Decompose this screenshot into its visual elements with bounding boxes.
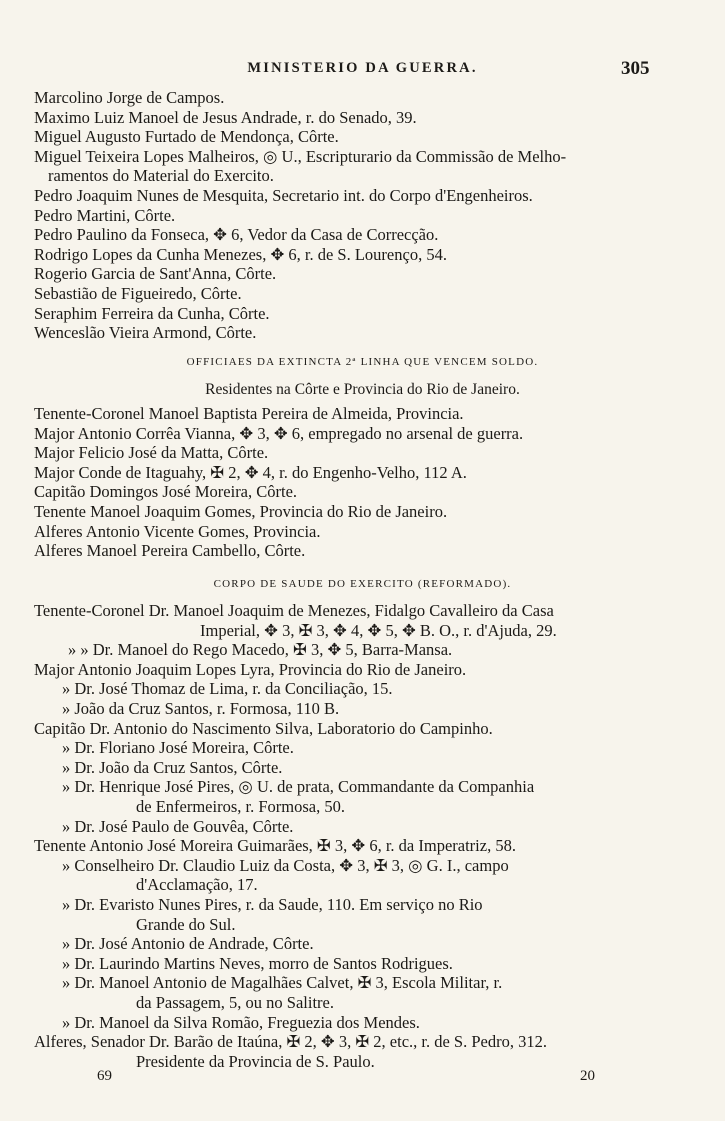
entry-line: » » Dr. Manoel do Rego Macedo, ✠ 3, ✥ 5, Barra-Mansa. [68, 640, 453, 660]
entry-line: Tenente Manoel Joaquim Gomes, Provincia do Rio de Janeiro. [34, 502, 448, 521]
entry-line: Marcolino Jorge de Campos. [34, 88, 225, 107]
entry-line: da Passagem, 5, ou no Salitre. [136, 993, 334, 1012]
entry-line: » Dr. José Paulo de Gouvêa, Côrte. [62, 816, 294, 836]
page-header-title: MINISTERIO DA GUERRA. [247, 60, 478, 76]
entry-line: Major Antonio Corrêa Vianna, ✥ 3, ✥ 6, empregado no arsenal de guerra. [34, 423, 524, 443]
entry-line: Major Conde de Itaguahy, ✠ 2, ✥ 4, r. do Engenho-Velho, 112 A. [34, 462, 467, 482]
entry-line: Alferes, Senador Dr. Barão de Itaúna, ✠ 2, ✥ 3, ✠ 2, etc., r. de S. Pedro, 312. [34, 1032, 547, 1052]
entry-line: Pedro Paulino da Fonseca, ✥ 6, Vedor da Casa de Correcção. [34, 225, 439, 245]
entry-line: Tenente-Coronel Manoel Baptista Pereira de Almeida, Provincia. [34, 404, 464, 423]
entry-line: Rogerio Garcia de Sant'Anna, Côrte. [34, 264, 277, 284]
entry-line: Alferes Manoel Pereira Cambello, Côrte. [34, 541, 306, 561]
entry-line: Tenente Antonio José Moreira Guimarães, ✠ 3, ✥ 6, r. da Imperatriz, 58. [34, 836, 516, 856]
entry-line: Alferes Antonio Vicente Gomes, Provincia. [34, 521, 321, 541]
signature-mark-left: 69 [97, 1068, 112, 1084]
signature-mark-right: 20 [580, 1068, 595, 1084]
section-title-saude: CORPO DE SAUDE DO EXERCITO (REFORMADO). [213, 578, 512, 590]
entry-line: » Dr. Henrique José Pires, ◎ U. de prata, Commandante da Companhia [62, 777, 535, 797]
page-number: 305 [621, 58, 650, 79]
entry-line: Maximo Luiz Manoel de Jesus Andrade, r. do Senado, 39. [34, 107, 417, 127]
entry-line: » Conselheiro Dr. Claudio Luiz da Costa, ✥ 3, ✠ 3, ◎ G. I., campo [62, 855, 509, 875]
entry-line: » Dr. João da Cruz Santos, Côrte. [62, 757, 283, 777]
entry-line: Rodrigo Lopes da Cunha Menezes, ✥ 6, r. de S. Lourenço, 54. [34, 244, 447, 264]
entry-line: Sebastião de Figueiredo, Côrte. [34, 284, 242, 303]
entry-line: » Dr. José Antonio de Andrade, Côrte. [62, 934, 314, 954]
entry-line: Wenceslão Vieira Armond, Côrte. [34, 323, 257, 343]
entry-line: de Enfermeiros, r. Formosa, 50. [136, 797, 345, 816]
entry-line: Pedro Joaquim Nunes de Mesquita, Secretario int. do Corpo d'Engenheiros. [34, 186, 533, 205]
entry-line: Grande do Sul. [136, 914, 236, 934]
entry-line: Capitão Dr. Antonio do Nascimento Silva, Laboratorio do Campinho. [34, 718, 493, 738]
entry-line: Capitão Domingos José Moreira, Côrte. [34, 482, 298, 502]
entry-line: Pedro Martini, Côrte. [34, 205, 176, 225]
section-title-extincta: OFFICIAES DA EXTINCTA 2ª LINHA QUE VENCEM SOLDO. [186, 356, 539, 368]
entry-line: » Dr. Floriano José Moreira, Côrte. [62, 738, 294, 758]
section-subtitle-residentes: Residentes na Côrte e Provincia do Rio de Janeiro. [205, 381, 520, 398]
entry-line: » Dr. José Thomaz de Lima, r. da Conciliação, 15. [62, 679, 393, 699]
entry-line: Major Felicio José da Matta, Côrte. [34, 443, 269, 463]
entry-line: » Dr. Evaristo Nunes Pires, r. da Saude, 110. Em serviço no Rio [62, 895, 483, 914]
entry-line: d'Acclamação, 17. [136, 875, 258, 895]
entry-line: Seraphim Ferreira da Cunha, Côrte. [34, 303, 270, 323]
entry-line: Tenente-Coronel Dr. Manoel Joaquim de Menezes, Fidalgo Cavalleiro da Casa [34, 601, 554, 620]
entry-line: » João da Cruz Santos, r. Formosa, 110 B. [62, 699, 340, 718]
entry-line: » Dr. Manoel da Silva Romão, Freguezia dos Mendes. [62, 1012, 420, 1032]
entry-line: ramentos do Material do Exercito. [48, 166, 274, 186]
entry-line: Miguel Augusto Furtado de Mendonça, Côrte. [34, 127, 339, 147]
entry-line: Imperial, ✥ 3, ✠ 3, ✥ 4, ✥ 5, ✥ B. O., r. d'Ajuda, 29. [200, 620, 557, 640]
entry-line: Major Antonio Joaquim Lopes Lyra, Provincia do Rio de Janeiro. [34, 659, 467, 679]
entry-line: » Dr. Laurindo Martins Neves, morro de Santos Rodrigues. [62, 953, 453, 973]
entry-line: Presidente da Provincia de S. Paulo. [136, 1051, 375, 1071]
entry-line: Miguel Teixeira Lopes Malheiros, ◎ U., Escripturario da Commissão de Melho- [34, 146, 567, 166]
entry-line: » Dr. Manoel Antonio de Magalhães Calvet, ✠ 3, Escola Militar, r. [62, 973, 503, 993]
